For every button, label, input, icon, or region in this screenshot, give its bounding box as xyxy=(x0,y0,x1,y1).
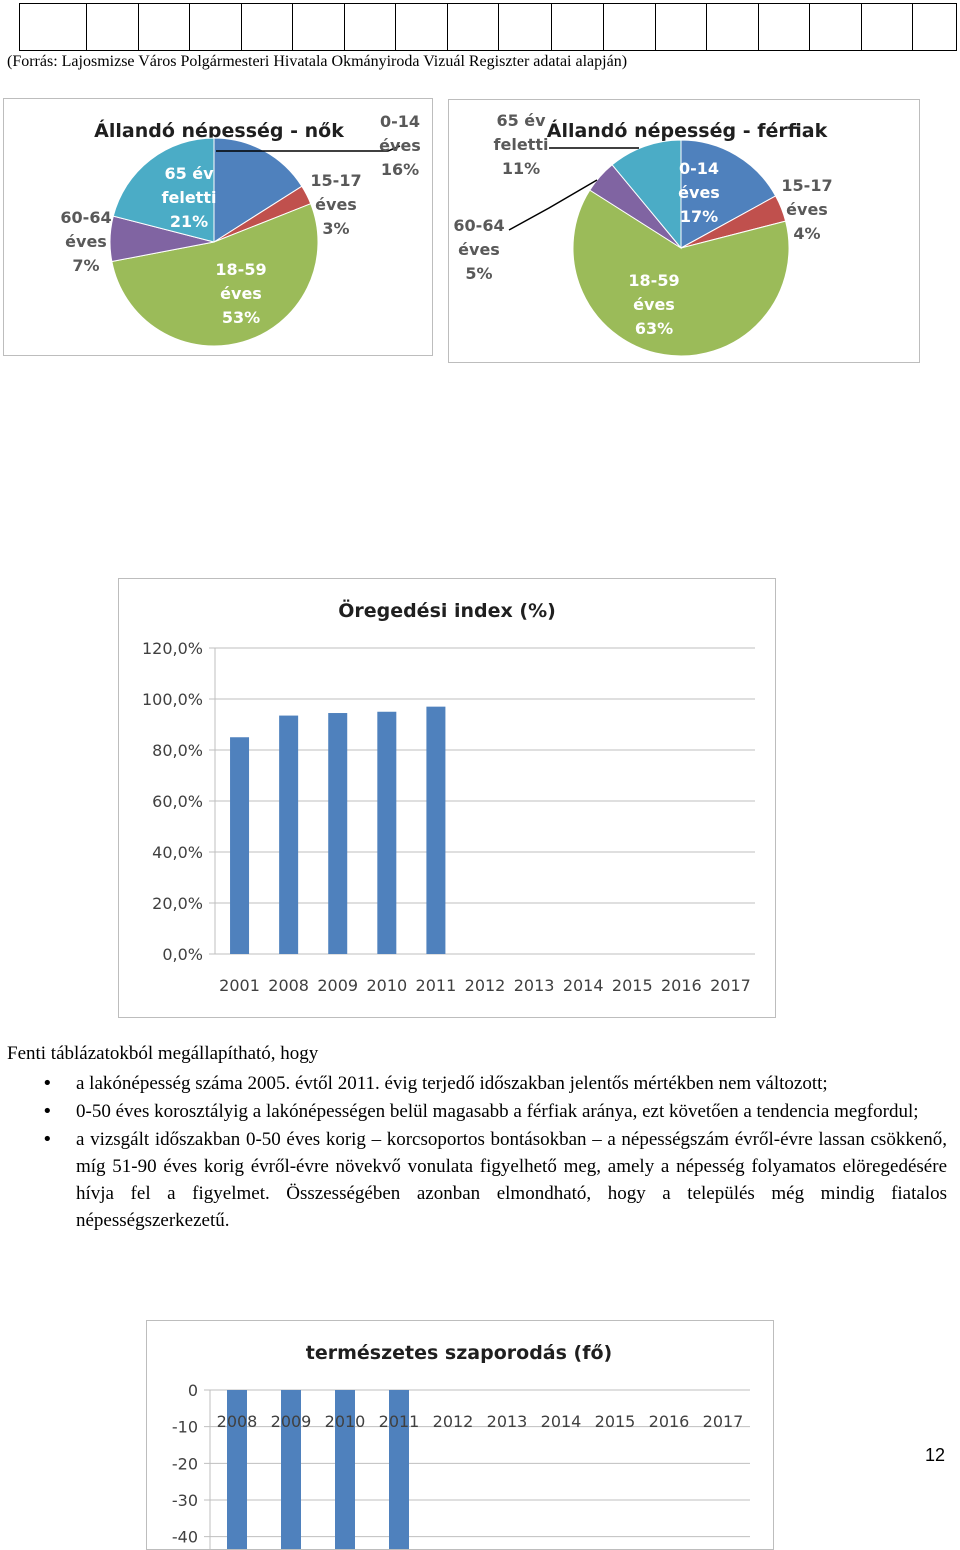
x-tick-label: 2011 xyxy=(415,976,457,995)
table-cell xyxy=(552,4,605,50)
slice-label xyxy=(215,260,266,327)
slice-label-line: 17% xyxy=(679,207,719,226)
x-tick-label: 2013 xyxy=(486,1412,528,1431)
intro-text: Fenti táblázatokból megállapítható, hogy xyxy=(7,1043,319,1064)
slice-label xyxy=(628,271,679,338)
slice-label-line: 21% xyxy=(169,212,209,231)
slice-label-line: 7% xyxy=(72,256,100,275)
table-cell xyxy=(656,4,708,50)
table-cell xyxy=(604,4,656,50)
pie-men-svg xyxy=(449,100,919,362)
slice-label-line: 0-14 xyxy=(379,112,421,131)
slice-label-line: éves xyxy=(633,295,675,314)
x-tick-label: 2009 xyxy=(270,1412,312,1431)
chart-title: Állandó népesség - nők xyxy=(94,120,344,142)
x-tick-label: 2017 xyxy=(702,1412,744,1431)
y-tick-label: 80,0% xyxy=(152,741,203,760)
y-tick-label: -30 xyxy=(171,1491,198,1510)
table-cell xyxy=(242,4,294,50)
findings-list xyxy=(76,1070,947,1235)
slice-label-line: éves xyxy=(678,183,720,202)
bar xyxy=(328,713,347,954)
x-tick-label: 2014 xyxy=(540,1412,582,1431)
slice-label-line: éves xyxy=(786,200,828,219)
table-cell xyxy=(499,4,552,50)
y-tick-label: 60,0% xyxy=(152,792,203,811)
y-tick-label: 0 xyxy=(187,1381,198,1400)
finding-item: • 0-50 éves korosztályig a lakónépességen belül magasabb a férfiak aránya, ezt követően a tendencia megfordul; xyxy=(76,1098,947,1125)
table-cell xyxy=(293,4,345,50)
table-header-row xyxy=(19,3,957,51)
x-tick-label: 2012 xyxy=(432,1412,474,1431)
x-tick-label: 2015 xyxy=(611,976,653,995)
slice-label-line: 3% xyxy=(322,219,350,238)
source-note: (Forrás: Lajosmizse Város Polgármesteri Hivatala Okmányiroda Vizuál Regiszter adatai alapján) xyxy=(7,53,628,70)
bar xyxy=(426,707,445,954)
table-cell xyxy=(759,4,811,50)
slice-label-line: 11% xyxy=(501,159,541,178)
slice-label-line: 0-14 xyxy=(678,159,720,178)
table-cell xyxy=(87,4,139,50)
table-cell xyxy=(448,4,500,50)
x-tick-label: 2010 xyxy=(324,1412,366,1431)
x-tick-label: 2011 xyxy=(378,1412,420,1431)
table-cell xyxy=(913,4,957,50)
slice-label-line: éves xyxy=(65,232,107,251)
table-cell xyxy=(810,4,862,50)
slice-label xyxy=(781,176,832,243)
slice-label-line: 4% xyxy=(793,224,821,243)
pie-women-svg xyxy=(4,99,432,355)
pie-chart-women xyxy=(3,98,433,356)
slice-label-line: 5% xyxy=(465,264,493,283)
pie-chart-men xyxy=(448,99,920,363)
table-cell xyxy=(396,4,448,50)
slice-label xyxy=(379,112,421,179)
finding-item: • a vizsgált időszakban 0-50 éves korig – korcsoportos bontásokban – a népességszám évről-évre lassan csökkenő, míg 51-90 éves korig évről-évre növekvő vonulata figyelhető meg, amely a népesség folyamatos elöregedésére hívja fel a figyelmet. Összességében azonban elmondható, hogy a település még mindig fiatalos népességszerkezetű. xyxy=(76,1126,947,1234)
y-tick-label: -10 xyxy=(171,1417,198,1437)
table-cell xyxy=(190,4,242,50)
y-tick-label: 40,0% xyxy=(152,843,203,862)
slice-label-line: feletti xyxy=(161,188,217,207)
x-tick-label: 2015 xyxy=(594,1412,636,1431)
natural-increase-svg xyxy=(147,1321,773,1549)
y-tick-label: 20,0% xyxy=(152,894,203,913)
table-cell xyxy=(707,4,759,50)
y-tick-label: 100,0% xyxy=(141,690,203,709)
slice-label-line: 16% xyxy=(380,160,420,179)
x-tick-label: 2012 xyxy=(464,976,506,995)
x-tick-label: 2008 xyxy=(268,976,309,995)
natural-increase-chart xyxy=(146,1320,774,1550)
slice-label-line: 18-59 xyxy=(628,271,680,290)
x-tick-label: 2014 xyxy=(562,976,604,995)
x-tick-label: 2013 xyxy=(513,976,555,995)
slice-label xyxy=(494,111,549,178)
slice-label-line: 65 év xyxy=(496,111,546,130)
x-tick-label: 2017 xyxy=(710,976,751,995)
x-tick-label: 2001 xyxy=(219,976,260,995)
bar xyxy=(230,737,249,954)
y-tick-label: 120,0% xyxy=(141,639,203,658)
x-tick-label: 2016 xyxy=(661,976,702,995)
slice-label xyxy=(678,159,720,226)
slice-label-line: éves xyxy=(379,136,421,155)
slice-label xyxy=(453,216,504,283)
slice-label-line: 60-64 xyxy=(60,208,112,227)
aging-index-chart xyxy=(118,578,776,1018)
slice-label-line: éves xyxy=(220,284,262,303)
x-tick-label: 2016 xyxy=(648,1412,690,1431)
chart-title: Állandó népesség - férfiak xyxy=(546,120,828,142)
y-tick-label: 0,0% xyxy=(162,945,203,964)
x-tick-label: 2008 xyxy=(216,1412,258,1431)
slice-label-line: éves xyxy=(458,240,500,259)
y-tick-label: -40 xyxy=(171,1527,198,1547)
table-cell xyxy=(139,4,191,50)
slice-label-line: 53% xyxy=(221,308,261,327)
chart-title: természetes szaporodás (fő) xyxy=(305,1342,613,1364)
page-number: 12 xyxy=(925,1445,946,1465)
chart-title: Öregedési index (%) xyxy=(338,600,556,622)
x-tick-label: 2009 xyxy=(317,976,359,995)
slice-label-line: 18-59 xyxy=(215,260,267,279)
slice-label-line: 65 év xyxy=(164,164,214,183)
slice-label-line: feletti xyxy=(493,135,549,154)
slice-label-line: éves xyxy=(315,195,357,214)
slice-label-line: 15-17 xyxy=(310,171,362,190)
aging-index-svg xyxy=(119,579,775,1017)
slice-label xyxy=(60,208,111,275)
slice-label xyxy=(310,171,361,238)
table-cell xyxy=(345,4,397,50)
y-tick-label: -20 xyxy=(171,1454,198,1474)
bar xyxy=(377,712,396,954)
bar xyxy=(279,716,298,954)
x-tick-label: 2010 xyxy=(366,976,408,995)
slice-label-line: 63% xyxy=(634,319,674,338)
slice-label-line: 15-17 xyxy=(781,176,833,195)
table-cell xyxy=(20,4,87,50)
table-cell xyxy=(862,4,914,50)
finding-item: • a lakónépesség száma 2005. évtől 2011. évig terjedő időszakban jelentős mértékben nem változott; xyxy=(76,1070,947,1097)
slice-label-line: 60-64 xyxy=(453,216,505,235)
